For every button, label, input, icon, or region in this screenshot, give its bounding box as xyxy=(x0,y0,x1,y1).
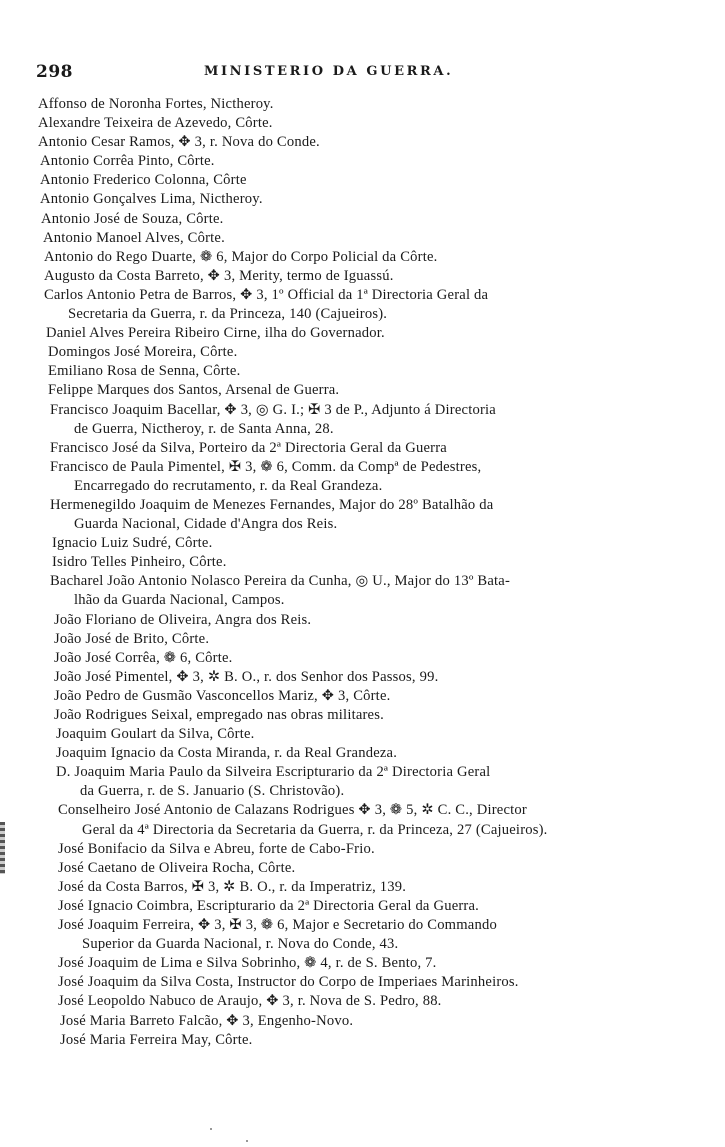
list-entry: Ignacio Luiz Sudré, Côrte. xyxy=(52,535,213,552)
list-entry: Antonio Cesar Ramos, ✥ 3, r. Nova do Conde. xyxy=(38,134,320,151)
list-entry: José Maria Barreto Falcão, ✥ 3, Engenho-Novo. xyxy=(60,1012,354,1029)
list-entry: Domingos José Moreira, Côrte. xyxy=(48,344,238,361)
list-entry: Carlos Antonio Petra de Barros, ✥ 3, 1º Official da 1ª Directoria Geral da xyxy=(44,286,489,303)
list-entry: Alexandre Teixeira de Azevedo, Côrte. xyxy=(38,115,273,132)
list-entry: Antonio Corrêa Pinto, Côrte. xyxy=(40,153,215,170)
list-entry: Conselheiro José Antonio de Calazans Rodrigues ✥ 3, ❁ 5, ✲ C. C., Director xyxy=(58,802,527,819)
ink-speck xyxy=(210,1128,212,1130)
list-entry: José Joaquim de Lima e Silva Sobrinho, ❁ 4, r. de S. Bento, 7. xyxy=(58,955,437,972)
list-entry: Hermenegildo Joaquim de Menezes Fernandes, Major do 28º Batalhão da xyxy=(50,496,494,513)
list-entry: Isidro Telles Pinheiro, Côrte. xyxy=(52,554,227,571)
list-entry: José Bonifacio da Silva e Abreu, forte de Cabo-Frio. xyxy=(58,840,375,857)
list-entry-continuation: Secretaria da Guerra, r. da Princeza, 140 (Cajueiros). xyxy=(68,306,388,323)
list-entry: Antonio José de Souza, Côrte. xyxy=(41,210,224,227)
list-entry: José da Costa Barros, ✠ 3, ✲ B. O., r. da Imperatriz, 139. xyxy=(58,878,407,895)
list-entry: João José de Brito, Côrte. xyxy=(54,630,210,647)
list-entry: Felippe Marques dos Santos, Arsenal de Guerra. xyxy=(48,382,340,399)
list-entry: Antonio Gonçalves Lima, Nictheroy. xyxy=(40,191,263,208)
list-entry-continuation: da Guerra, r. de S. Januario (S. Christovão). xyxy=(80,783,345,800)
list-entry: Daniel Alves Pereira Ribeiro Cirne, ilha do Governador. xyxy=(46,325,385,342)
list-entry: D. Joaquim Maria Paulo da Silveira Escripturario da 2ª Directoria Geral xyxy=(56,764,491,781)
list-entry: José Ignacio Coimbra, Escripturario da 2ª Directoria Geral da Guerra. xyxy=(58,897,480,914)
list-entry: Francisco José da Silva, Porteiro da 2ª Directoria Geral da Guerra xyxy=(50,439,447,456)
list-entry: Bacharel João Antonio Nolasco Pereira da Cunha, ◎ U., Major do 13º Bata- xyxy=(50,573,511,590)
page-number: 298 xyxy=(36,62,73,82)
list-entry: João Floriano de Oliveira, Angra dos Reis. xyxy=(54,611,312,628)
page-header xyxy=(36,62,691,84)
list-entry: João José Corrêa, ❁ 6, Côrte. xyxy=(54,649,233,666)
list-entry: Augusto da Costa Barreto, ✥ 3, Merity, termo de Iguassú. xyxy=(44,267,394,284)
list-entry: José Joaquim da Silva Costa, Instructor do Corpo de Imperiaes Marinheiros. xyxy=(58,974,519,991)
list-entry-continuation: Geral da 4ª Directoria da Secretaria da Guerra, r. da Princeza, 27 (Cajueiros). xyxy=(82,821,548,838)
list-entry: José Maria Ferreira May, Côrte. xyxy=(60,1031,253,1048)
list-entry-continuation: lhão da Guarda Nacional, Campos. xyxy=(74,592,285,609)
list-entry: José Leopoldo Nabuco de Araujo, ✥ 3, r. Nova de S. Pedro, 88. xyxy=(58,993,442,1010)
binding-edge-mark xyxy=(0,822,5,874)
list-entry: Joaquim Ignacio da Costa Miranda, r. da Real Grandeza. xyxy=(56,745,398,762)
list-entry-continuation: de Guerra, Nictheroy, r. de Santa Anna, 28. xyxy=(74,420,334,437)
list-entry: Antonio do Rego Duarte, ❁ 6, Major do Corpo Policial da Côrte. xyxy=(44,248,438,265)
list-entry: Francisco Joaquim Bacellar, ✥ 3, ◎ G. I.; ✠ 3 de P., Adjunto á Directoria xyxy=(50,401,496,418)
list-entry: Francisco de Paula Pimentel, ✠ 3, ❁ 6, Comm. da Compª de Pedestres, xyxy=(50,458,482,475)
list-entry: Joaquim Goulart da Silva, Côrte. xyxy=(56,726,255,743)
running-title: MINISTERIO DA GUERRA. xyxy=(204,64,454,79)
ink-speck xyxy=(246,1140,248,1142)
list-entry-continuation: Guarda Nacional, Cidade d'Angra dos Reis. xyxy=(74,516,338,533)
name-list xyxy=(38,95,698,1050)
list-entry: Emiliano Rosa de Senna, Côrte. xyxy=(48,363,241,380)
list-entry-continuation: Encarregado do recrutamento, r. da Real Grandeza. xyxy=(74,477,383,494)
list-entry: Affonso de Noronha Fortes, Nictheroy. xyxy=(38,96,274,112)
list-entry: José Joaquim Ferreira, ✥ 3, ✠ 3, ❁ 6, Major e Secretario do Commando xyxy=(58,917,497,934)
list-entry: João José Pimentel, ✥ 3, ✲ B. O., r. dos Senhor dos Passos, 99. xyxy=(54,668,439,685)
list-entry: João Rodrigues Seixal, empregado nas obras militares. xyxy=(54,707,384,723)
list-entry-continuation: Superior da Guarda Nacional, r. Nova do Conde, 43. xyxy=(82,936,399,953)
list-entry: Antonio Manoel Alves, Côrte. xyxy=(43,229,225,246)
list-entry: José Caetano de Oliveira Rocha, Côrte. xyxy=(58,859,296,876)
list-entry: João Pedro de Gusmão Vasconcellos Mariz, ✥ 3, Côrte. xyxy=(54,687,391,704)
list-entry: Antonio Frederico Colonna, Côrte xyxy=(40,172,247,189)
